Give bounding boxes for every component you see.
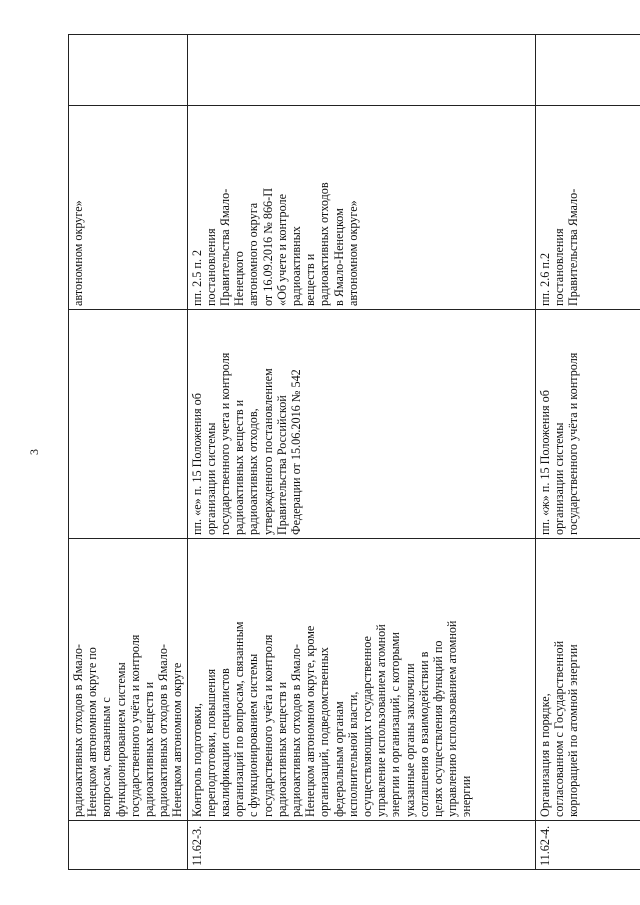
page-number: 3 — [27, 449, 41, 455]
regional-basis-cell: автономном округе» — [69, 106, 188, 310]
regional-basis-cell: пп. 2.5 п. 2 постановления Правительства Ямало- Ненецкого автономного округа от 16.09.2016 № 866-П «Об учете и контроле радиоактивных веществ и радиоактивных отходов в Ямало-Ненецком автономном округе» — [187, 106, 535, 310]
row-number-cell: 11.62-3. — [187, 821, 535, 870]
extra-cell — [535, 35, 640, 106]
power-name-cell: Контроль подготовки, переподготовки, повышения квалификации специалистов организаций по вопросам, связанным с функционированием системы государственного учёта и контроля радиоактивных веществ и радиоактивных отходов в Ямало- Ненецком автономном округе, кроме организаций, подведомственных федеральным органам исполнительной власти, осуществляющих государственное управление использованием атомной энергии и организаций, с которыми указанные органы заключили соглашения о взаимодействии в целях осуществления функций по управлению использованием атомной энергии — [187, 539, 535, 821]
rotated-table-container — [68, 34, 638, 870]
table-row — [535, 35, 640, 870]
extra-cell — [69, 35, 188, 106]
row-number-cell — [69, 821, 188, 870]
power-name-cell: Организация в порядке, согласованном с Государственной корпорацией по атомной энергии — [535, 539, 640, 821]
federal-basis-cell: пп. «ж» п. 15 Положения об организации системы государственного учёта и контроля — [535, 310, 640, 539]
row-number-cell: 11.62-4. — [535, 821, 640, 870]
power-name-cell: радиоактивных отходов в Ямало- Ненецком автономном округе по вопросам, связанным с функционированием системы государственного учёта и контроля радиоактивных веществ и радиоактивных отходов в Ямало- Ненецком автономном округе — [69, 539, 188, 821]
federal-basis-cell — [69, 310, 188, 539]
table-row — [187, 35, 535, 870]
regional-basis-cell: пп. 2.6 п.2 постановления Правительства Ямало- — [535, 106, 640, 310]
extra-cell — [187, 35, 535, 106]
powers-table — [68, 34, 640, 870]
federal-basis-cell: пп. «е» п. 15 Положения об организации системы государственного учета и контроля радиоактивных веществ и радиоактивных отходов, утвержденного постановлением Правительства Российской Федерации от 15.06.2016 № 542 — [187, 310, 535, 539]
table-row — [69, 35, 188, 870]
